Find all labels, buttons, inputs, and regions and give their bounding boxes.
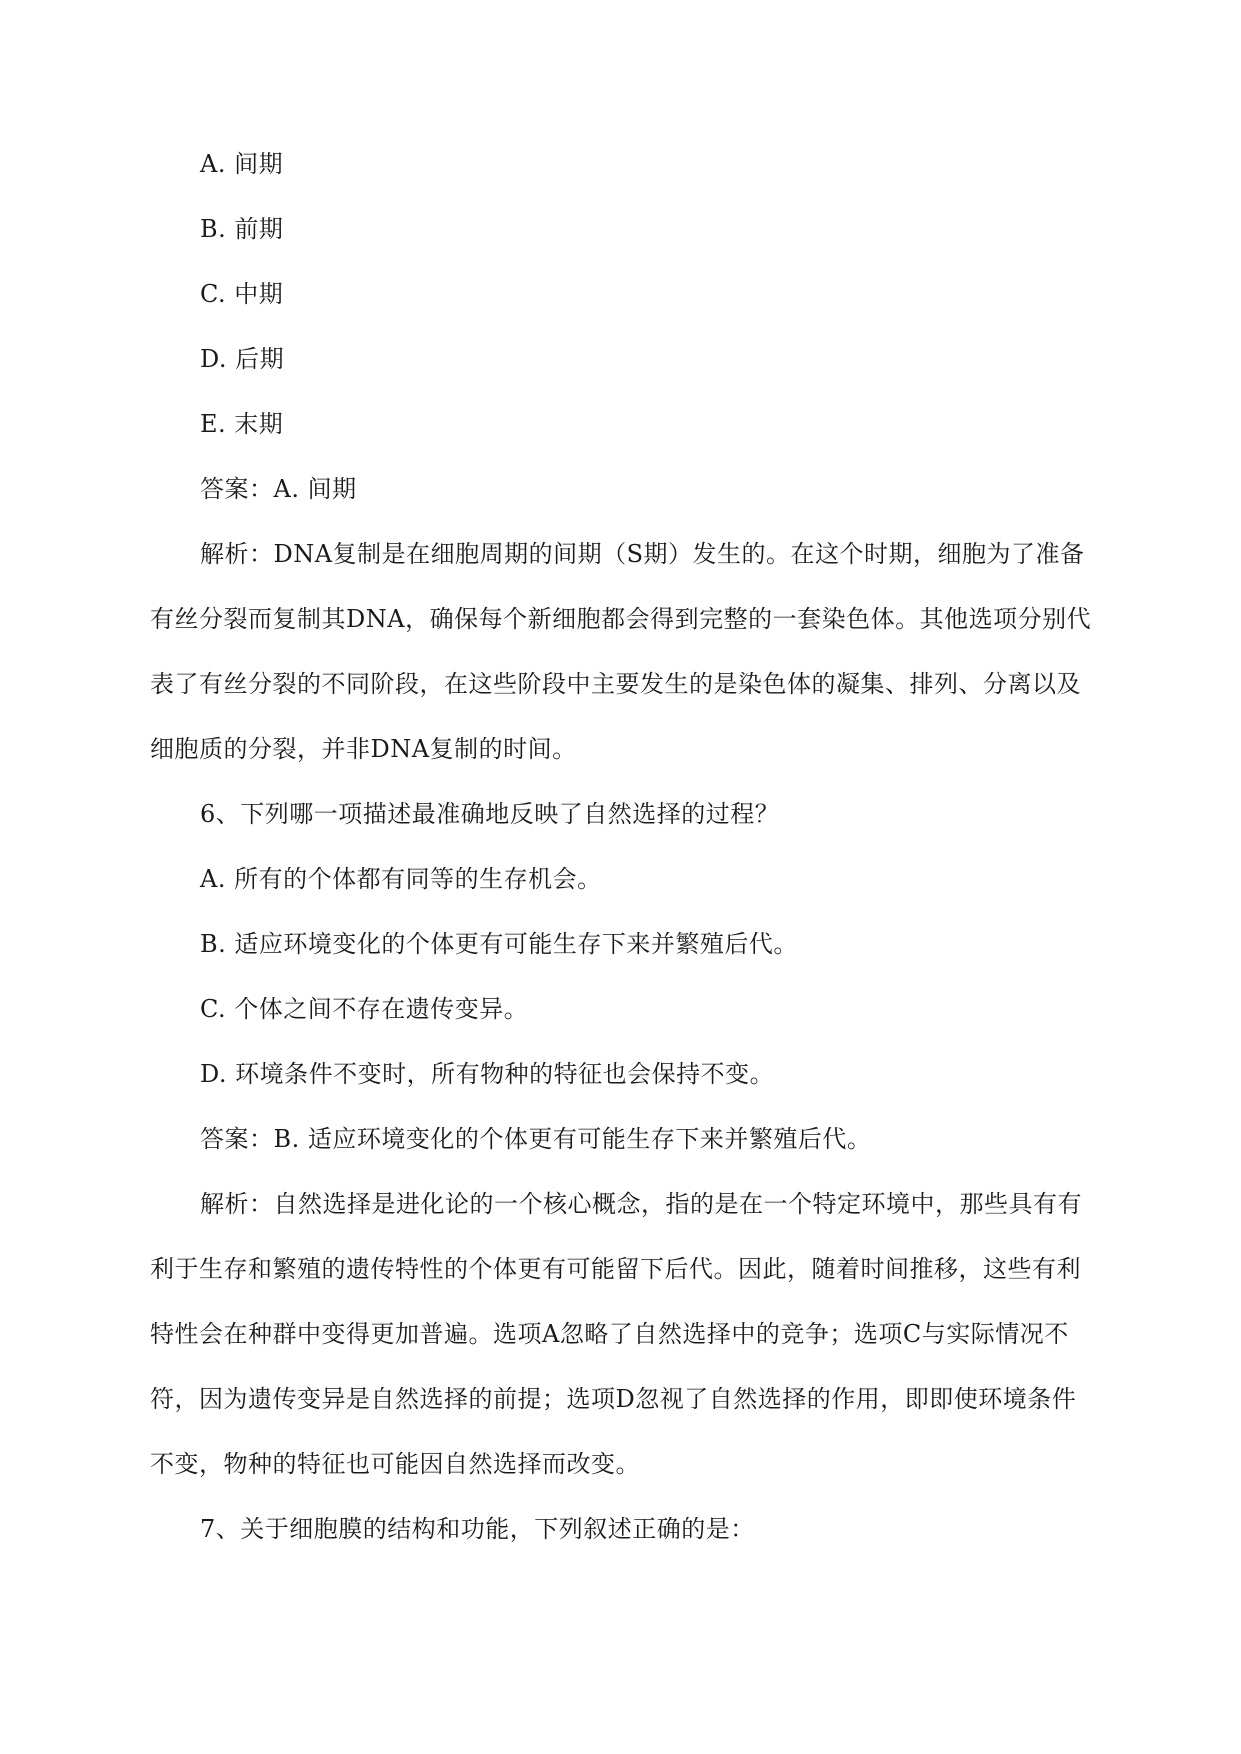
q6-option-d: D. 环境条件不变时，所有物种的特征也会保持不变。 (200, 1060, 775, 1088)
q6-question: 6、下列哪一项描述最准确地反映了自然选择的过程？ (200, 800, 780, 828)
q5-answer: 答案：A. 间期 (200, 475, 357, 503)
q5-explanation-line-1: 解析：DNA复制是在细胞周期的间期（S期）发生的。在这个时期，细胞为了准备 (200, 540, 1085, 568)
q6-answer: 答案：B. 适应环境变化的个体更有可能生存下来并繁殖后代。 (200, 1125, 872, 1153)
q5-explanation-line-4: 细胞质的分裂，并非DNA复制的时间。 (150, 735, 577, 763)
q7-question: 7、关于细胞膜的结构和功能，下列叙述正确的是： (200, 1515, 755, 1543)
q6-explanation-line-2: 利于生存和繁殖的遗传特性的个体更有可能留下后代。因此，随着时间推移，这些有利 (150, 1255, 1081, 1283)
q6-explanation-line-1: 解析：自然选择是进化论的一个核心概念，指的是在一个特定环境中，那些具有有 (200, 1190, 1082, 1218)
q6-option-c: C. 个体之间不存在遗传变异。 (200, 995, 529, 1023)
q5-option-e: E. 末期 (200, 410, 284, 438)
q5-explanation-line-3: 表了有丝分裂的不同阶段，在这些阶段中主要发生的是染色体的凝集、排列、分离以及 (150, 670, 1081, 698)
q5-explanation-line-2: 有丝分裂而复制其DNA，确保每个新细胞都会得到完整的一套染色体。其他选项分别代 (150, 605, 1092, 633)
q6-explanation-line-5: 不变，物种的特征也可能因自然选择而改变。 (150, 1450, 640, 1478)
q5-option-c: C. 中期 (200, 280, 284, 308)
q6-explanation-line-4: 符，因为遗传变异是自然选择的前提；选项D忽视了自然选择的作用，即即使环境条件 (150, 1385, 1077, 1413)
q5-option-a: A. 间期 (200, 150, 284, 178)
q5-option-d: D. 后期 (200, 345, 285, 373)
q6-explanation-line-3: 特性会在种群中变得更加普遍。选项A忽略了自然选择中的竞争；选项C与实际情况不 (150, 1320, 1069, 1348)
q6-option-a: A. 所有的个体都有同等的生存机会。 (200, 865, 602, 893)
q5-option-b: B. 前期 (200, 215, 284, 243)
q6-option-b: B. 适应环境变化的个体更有可能生存下来并繁殖后代。 (200, 930, 798, 958)
